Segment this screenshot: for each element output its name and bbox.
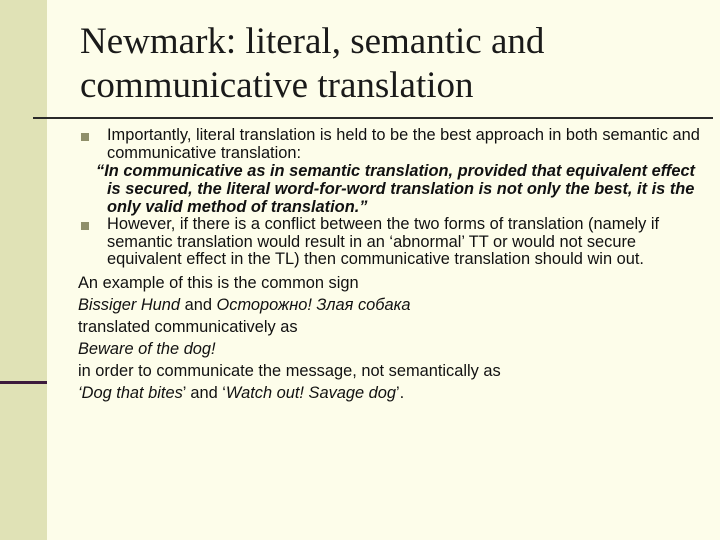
square-bullet-icon <box>81 133 89 141</box>
title-line-1: Newmark: literal, semantic and <box>80 21 545 62</box>
decorative-sidebar <box>0 0 47 540</box>
german-sign-text: Bissiger Hund <box>78 295 181 314</box>
russian-sign-text: Осторожно! Злая собака <box>216 295 411 314</box>
bullet-item-1 <box>78 127 708 162</box>
slide-title <box>80 20 700 108</box>
and-text: and <box>180 295 217 314</box>
body-line-3: translated communicatively as <box>78 317 298 336</box>
body-line-2 <box>78 294 708 316</box>
title-line-2: communicative translation <box>80 65 474 106</box>
semantic-end: ’. <box>396 383 405 402</box>
sidebar-marker <box>0 381 47 384</box>
bullet-text-1: Importantly, literal translation is held to be the best approach in both semantic and communicative translation: <box>107 126 700 162</box>
body-line-5: in order to communicate the message, not semantically as <box>78 361 501 380</box>
body-line-4: Beware of the dog! <box>78 339 216 358</box>
newmark-quote: “In communicative as in semantic translation, provided that equivalent effect is secured, the literal word-for-word translation is not only the best, it is the only valid method of translation.” <box>96 162 696 216</box>
semantic-joiner: ’ and ‘ <box>182 383 226 402</box>
semantic-example-1: ‘Dog that bites <box>78 383 183 402</box>
square-bullet-icon <box>81 222 89 230</box>
bullet-text-2: However, if there is a conflict between the two forms of translation (namely if semantic translation would result in an ‘abnormal’ TT or would not secure equivalent effect in the TL) then communicative translation should win out. <box>107 215 660 268</box>
slide-body <box>78 126 708 404</box>
body-line-6 <box>78 382 708 404</box>
title-divider <box>33 117 713 119</box>
body-line-1: An example of this is the common sign <box>78 273 359 292</box>
semantic-example-2: Watch out! Savage dog <box>225 383 397 402</box>
bullet-item-2 <box>78 216 708 269</box>
